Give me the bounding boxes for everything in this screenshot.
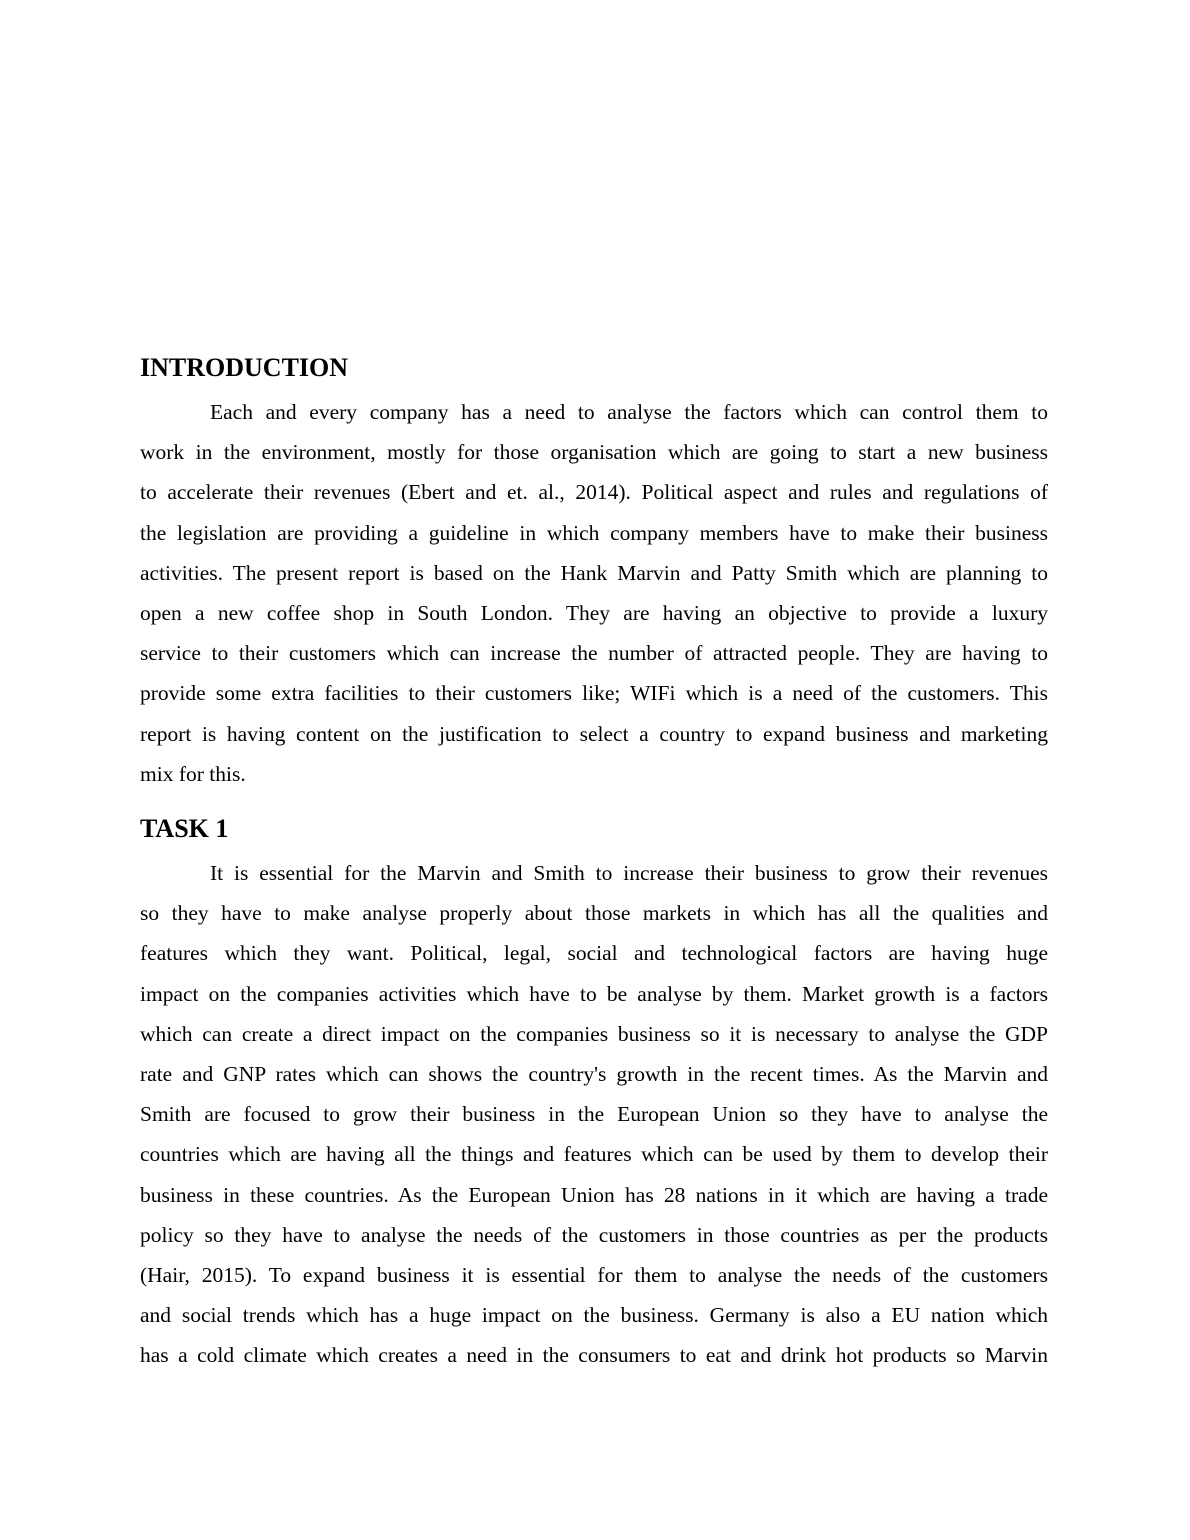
text-line: activities. The present report is based on the Hank Marvin and Patty Smith which are planning to (140, 560, 1048, 585)
introduction-heading: INTRODUCTION (140, 353, 349, 382)
text-line: has a cold climate which creates a need in the consumers to eat and drink hot products so Marvin (140, 1343, 1048, 1368)
text-line: Each and every company has a need to analyse the factors which can control them to (210, 400, 1048, 424)
text-line: features which they want. Political, legal, social and technological factors are having huge (140, 941, 1048, 966)
text-line: service to their customers which can increase the number of attracted people. They are having to (140, 641, 1048, 666)
text-line: impact on the companies activities which have to be analyse by them. Market growth is a factors (140, 981, 1048, 1006)
text-line: to accelerate their revenues (Ebert and et. al., 2014). Political aspect and rules and regulations of (140, 480, 1048, 505)
task1-heading: TASK 1 (140, 814, 229, 843)
text-line: and social trends which has a huge impact on the business. Germany is also a EU nation which (140, 1303, 1048, 1328)
text-line: business in these countries. As the European Union has 28 nations in it which are having a trade (140, 1182, 1048, 1207)
text-line: report is having content on the justification to select a country to expand business and marketing (140, 721, 1048, 746)
text-line: which can create a direct impact on the companies business so it is necessary to analyse the GDP (140, 1021, 1048, 1046)
text-line: It is essential for the Marvin and Smith to increase their business to grow their revenues (210, 861, 1048, 885)
text-line: so they have to make analyse properly about those markets in which has all the qualities and (140, 901, 1048, 926)
text-line: policy so they have to analyse the needs of the customers in those countries as per the products (140, 1222, 1048, 1247)
task1-paragraph (140, 853, 1048, 1375)
text-line: provide some extra facilities to their customers like; WIFi which is a need of the customers. This (140, 681, 1048, 706)
text-line: Smith are focused to grow their business in the European Union so they have to analyse the (140, 1102, 1048, 1127)
text-line: open a new coffee shop in South London. They are having an objective to provide a luxury (140, 600, 1048, 625)
text-line: mix for this. (140, 761, 246, 786)
text-line: work in the environment, mostly for those organisation which are going to start a new business (140, 440, 1048, 465)
text-line: rate and GNP rates which can shows the country's growth in the recent times. As the Marvin and (140, 1061, 1048, 1086)
text-line: (Hair, 2015). To expand business it is essential for them to analyse the needs of the customers (140, 1262, 1048, 1287)
text-line: countries which are having all the things and features which can be used by them to develop their (140, 1142, 1048, 1167)
text-line: the legislation are providing a guideline in which company members have to make their business (140, 520, 1048, 545)
introduction-paragraph (140, 392, 1048, 794)
